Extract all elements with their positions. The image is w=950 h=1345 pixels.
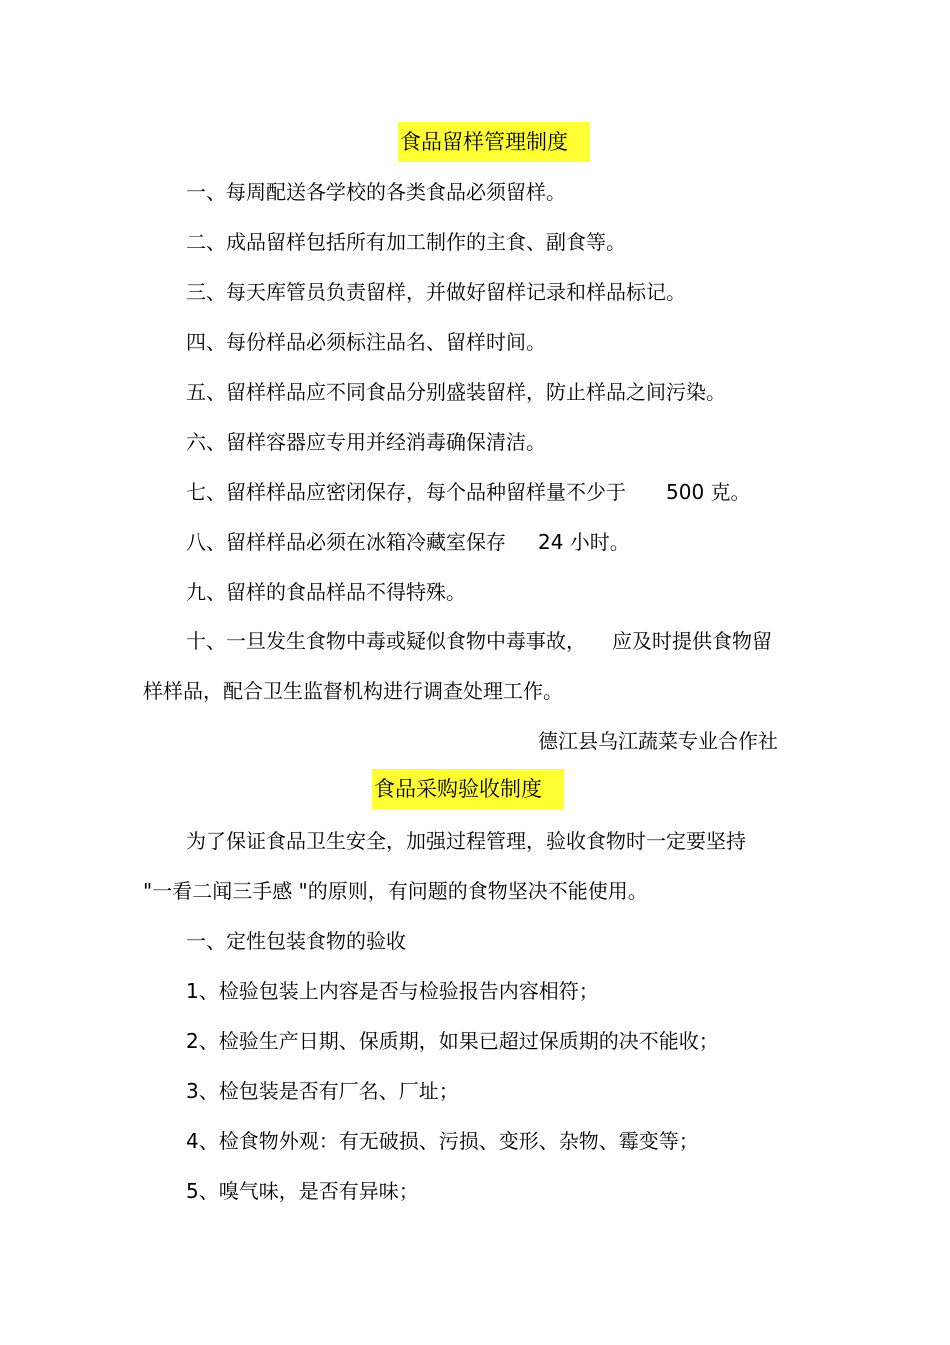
section2-subheading: 一、定性包装食物的验收: [186, 929, 406, 953]
section1-item-8-duration: 24 小时。: [538, 530, 630, 554]
section1-item-6: 六、留样容器应专用并经消毒确保清洁。: [186, 430, 546, 454]
section2-item-4: 4、检食物外观：有无破损、污损、变形、杂物、霉变等；: [186, 1129, 699, 1153]
section1-item-2: 二、成品留样包括所有加工制作的主食、副食等。: [186, 230, 626, 254]
section1-item-4: 四、每份样品必须标注品名、留样时间。: [186, 330, 546, 354]
section2-intro-line1: 为了保证食品卫生安全，加强过程管理，验收食物时一定要坚持: [186, 829, 746, 853]
section1-item-1: 一、每周配送各学校的各类食品必须留样。: [186, 180, 566, 204]
section2-title: 食品采购验收制度: [372, 769, 564, 809]
section1-item-10-line1: [186, 627, 772, 655]
section1-item-9: 九、留样的食品样品不得特殊。: [186, 580, 466, 604]
section2-item-2: 2、检验生产日期、保质期，如果已超过保质期的决不能收；: [186, 1029, 719, 1053]
section1-item-5: 五、留样样品应不同食品分别盛装留样，防止样品之间污染。: [186, 380, 726, 404]
section1-item-7-text: 七、留样样品应密闭保存，每个品种留样量不少于: [186, 480, 626, 504]
section1-item-7: [186, 478, 751, 506]
section2-item-5: 5、嗅气味，是否有异味；: [186, 1179, 419, 1203]
section1-title: 食品留样管理制度: [398, 122, 590, 162]
section1-item-8-text: 八、留样样品必须在冰箱冷藏室保存: [186, 530, 506, 554]
section1-signature: 德江县乌江蔬菜专业合作社: [538, 729, 778, 753]
section1-item-10-text-b: 应及时提供食物留: [612, 629, 772, 653]
section1-item-7-quantity: 500 克。: [666, 480, 751, 504]
section1-item-10-line2: 样样品，配合卫生监督机构进行调查处理工作。: [143, 679, 563, 703]
section2-item-1: 1、检验包装上内容是否与检验报告内容相符；: [186, 979, 599, 1003]
section2-intro-line2: "一看二闻三手感 "的原则，有问题的食物坚决不能使用。: [143, 879, 648, 903]
section1-item-8: [186, 528, 630, 556]
section2-item-3: 3、检包装是否有厂名、厂址；: [186, 1079, 459, 1103]
section1-item-10-text-a: 十、一旦发生食物中毒或疑似食物中毒事故，: [186, 629, 586, 653]
section1-item-3: 三、每天库管员负责留样，并做好留样记录和样品标记。: [186, 280, 686, 304]
